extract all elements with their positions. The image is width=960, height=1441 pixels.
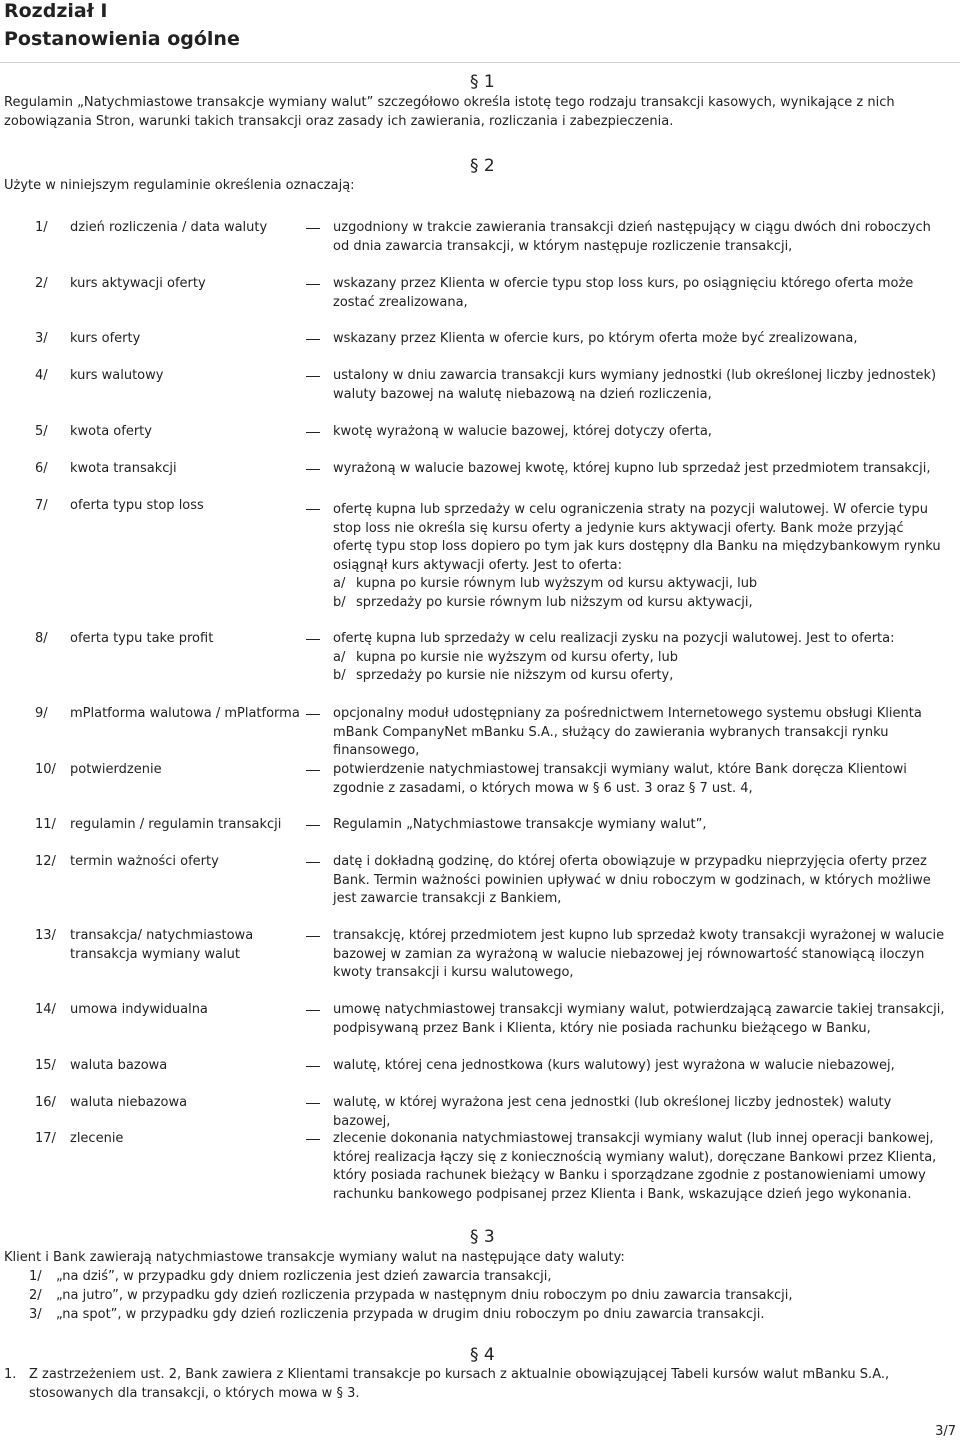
sub-item-a <box>333 575 945 594</box>
item-number: 17/ <box>35 1131 56 1146</box>
sub-text: kupna po kursie równym lub wyższym od kursu aktywacji, lub <box>356 576 758 591</box>
item-number: 3/ <box>35 331 48 346</box>
item-number: 2/ <box>29 1288 42 1303</box>
dash-separator <box>306 339 320 340</box>
dash-separator <box>306 509 320 510</box>
item-term: waluta niebazowa <box>70 1095 188 1110</box>
item-number: 8/ <box>35 631 48 646</box>
item-number: 10/ <box>35 762 56 777</box>
item-number: 6/ <box>35 461 48 476</box>
item-term: zlecenie <box>70 1131 124 1146</box>
item-definition: kwotę wyrażoną w walucie bazowej, której dotyczy oferta, <box>333 424 712 439</box>
item-number: 16/ <box>35 1095 56 1110</box>
dash-separator <box>306 228 320 229</box>
dash-separator <box>306 862 320 863</box>
item-term: termin ważności oferty <box>70 854 219 869</box>
item-number: 13/ <box>35 928 56 943</box>
date-option-3 <box>29 1306 765 1325</box>
date-option-1 <box>29 1268 552 1287</box>
sub-text: sprzedaży po kursie nie niższym od kursu oferty, <box>356 668 674 683</box>
item-term: kwota oferty <box>70 424 152 439</box>
section-3-intro: Klient i Bank zawierają natychmiastowe transakcje wymiany walut na następujące daty waluty: <box>4 1250 625 1265</box>
item-number: 9/ <box>35 706 48 721</box>
section-2-intro: Użyte w niniejszym regulaminie określenia oznaczają: <box>4 178 355 193</box>
item-number: 2/ <box>35 276 48 291</box>
item-number: 4/ <box>35 368 48 383</box>
item-term: waluta bazowa <box>70 1058 168 1073</box>
definition-text: ofertę kupna lub sprzedaży w celu realizacji zysku na pozycji walutowej. Jest to oferta: <box>333 631 895 646</box>
item-definition: transakcję, której przedmiotem jest kupno lub sprzedaż kwoty transakcji wyrażonej w walucie bazowej w zamian za wyrażoną w walucie niebazowej jej równowartość stanowiącą iloczyn kwoty transakcji i kursu walutowego, <box>333 928 945 980</box>
dash-separator <box>306 1139 320 1140</box>
item-definition: wskazany przez Klienta w ofercie kurs, po którym oferta może być zrealizowana, <box>333 331 858 346</box>
item-definition: zlecenie dokonania natychmiastowej transakcji wymiany walut (lub innej operacji bankowej, której realizacja łączy się z koniecznością wymiany walut), doręczane Bankowi przez Klienta, który posiada rachunek bieżący w Banku i sporządzane zgodnie z postanowieniami umowy rachunku bankowego podpisanej przez Klienta i Bank, wskazujące dzień jego wykonania. <box>333 1131 937 1202</box>
item-text: „na jutro”, w przypadku gdy dzień rozliczenia przypada w następnym dniu roboczym po dniu zawarcia transakcji, <box>56 1288 793 1303</box>
item-definition: uzgodniony w trakcie zawierania transakcji dzień następujący w ciągu dwóch dni roboczych od dnia zawarcia transakcji, w którym następuje rozliczenie transakcji, <box>333 220 931 254</box>
dash-separator <box>306 770 320 771</box>
section-4-number: 1. <box>4 1367 17 1382</box>
sub-letter: b/ <box>333 594 346 610</box>
item-number: 7/ <box>35 498 48 513</box>
item-number: 5/ <box>35 424 48 439</box>
item-number: 1/ <box>29 1269 42 1284</box>
sub-item-a <box>333 649 945 668</box>
date-option-2 <box>29 1287 793 1306</box>
item-definition: wyrażoną w walucie bazowej kwotę, której kupno lub sprzedaż jest przedmiotem transakcji, <box>333 461 931 476</box>
item-term: potwierdzenie <box>70 762 162 777</box>
item-term: regulamin / regulamin transakcji <box>70 817 282 832</box>
item-number: 12/ <box>35 854 56 869</box>
item-definition: ustalony w dniu zawarcia transakcji kurs wymiany jednostki (lub określonej liczby jednostek) waluty bazowej na walutę niebazową na dzień rozliczenia, <box>333 368 937 402</box>
item-definition: potwierdzenie natychmiastowej transakcji wymiany walut, które Bank doręcza Klientowi zgodnie z zasadami, o których mowa w § 6 ust. 3 oraz § 7 ust. 4, <box>333 762 907 796</box>
header-divider <box>0 62 960 63</box>
section-1-text: Regulamin „Natychmiastowe transakcje wymiany walut” szczegółowo określa istotę tego rodzaju transakcji kasowych, wynikające z nich zobowiązania Stron, warunki takich transakcji oraz zasady ich zawierania, rozliczania i zabezpieczenia. <box>4 95 895 129</box>
item-definition: opcjonalny moduł udostępniany za pośrednictwem Internetowego systemu obsługi Klienta mBank CompanyNet mBanku S.A., służący do zawierania wybranych transakcji rynku finansowego, <box>333 706 922 758</box>
item-term: mPlatforma walutowa / mPlatforma <box>70 706 300 721</box>
dash-separator <box>306 1066 320 1067</box>
item-number: 15/ <box>35 1058 56 1073</box>
item-term: oferta typu take profit <box>70 631 214 646</box>
section-4-sign: § 4 <box>470 1345 495 1365</box>
item-text: „na dziś”, w przypadku gdy dniem rozliczenia jest dzień zawarcia transakcji, <box>56 1269 552 1284</box>
item-number: 3/ <box>29 1307 42 1322</box>
page-number: 3/7 <box>935 1424 956 1439</box>
item-definition <box>333 501 945 612</box>
section-3-sign: § 3 <box>470 1227 495 1247</box>
sub-item-b <box>333 667 945 686</box>
sub-letter: a/ <box>333 576 346 591</box>
item-definition: Regulamin „Natychmiastowe transakcje wymiany walut”, <box>333 817 707 832</box>
section-2-sign: § 2 <box>470 156 495 176</box>
sub-letter: b/ <box>333 668 346 683</box>
item-term: dzień rozliczenia / data waluty <box>70 220 268 235</box>
dash-separator <box>306 714 320 715</box>
chapter-heading: Rozdział I <box>4 0 108 22</box>
item-text: „na spot”, w przypadku gdy dzień rozliczenia przypada w drugim dniu roboczym po dniu zawarcia transakcji. <box>56 1307 765 1322</box>
chapter-title: Postanowienia ogólne <box>4 28 240 50</box>
item-definition: wskazany przez Klienta w ofercie typu stop loss kurs, po osiągnięciu którego oferta może zostać zrealizowana, <box>333 276 914 310</box>
item-term: kurs oferty <box>70 331 141 346</box>
item-definition: datę i dokładną godzinę, do której oferta obowiązuje w przypadku nieprzyjęcia oferty przez Bank. Termin ważności powinien upływać w dniu roboczym w godzinach, w których możliwe jest zawarcie transakcji z Bankiem, <box>333 854 931 906</box>
item-definition: walutę, której cena jednostkowa (kurs walutowy) jest wyrażona w walucie niebazowej, <box>333 1058 895 1073</box>
dash-separator <box>306 639 320 640</box>
section-1-sign: § 1 <box>470 72 495 92</box>
item-definition: walutę, w której wyrażona jest cena jednostki (lub określonej liczby jednostek) waluty bazowej, <box>333 1095 892 1129</box>
item-term: kurs aktywacji oferty <box>70 276 206 291</box>
item-term: kwota transakcji <box>70 461 177 476</box>
dash-separator <box>306 825 320 826</box>
sub-text: sprzedaży po kursie równym lub niższym od kursu aktywacji, <box>356 594 753 610</box>
item-term: kurs walutowy <box>70 368 164 383</box>
dash-separator <box>306 376 320 377</box>
item-number: 14/ <box>35 1002 56 1017</box>
dash-separator <box>306 432 320 433</box>
item-definition: umowę natychmiastowej transakcji wymiany walut, potwierdzającą zawarcie takiej transakcji, podpisywaną przez Bank i Klienta, który nie posiada rachunku bieżącego w Banku, <box>333 1002 945 1036</box>
item-definition <box>333 630 945 686</box>
item-number: 11/ <box>35 817 56 832</box>
dash-separator <box>306 936 320 937</box>
sub-text: kupna po kursie nie wyższym od kursu oferty, lub <box>356 649 678 665</box>
dash-separator <box>306 1010 320 1011</box>
section-4-text: Z zastrzeżeniem ust. 2, Bank zawiera z Klientami transakcje po kursach z aktualnie obowiązującej Tabeli kursów walut mBanku S.A., stosowanych dla transakcji, o których mowa w § 3. <box>29 1367 890 1401</box>
item-number: 1/ <box>35 220 48 235</box>
dash-separator <box>306 1103 320 1104</box>
sub-letter: a/ <box>333 649 346 665</box>
dash-separator <box>306 469 320 470</box>
sub-item-b <box>333 594 945 613</box>
item-term: umowa indywidualna <box>70 1002 208 1017</box>
definition-text: ofertę kupna lub sprzedaży w celu ograniczenia straty na pozycji walutowej. W ofercie typu stop loss nie określa się kursu oferty a jedynie kurs aktywacji oferty. Bank może przyjąć ofertę typu stop loss dopiero po tym jak kurs dostępny dla Banku na międzybankowym rynku osiągnął kurs aktywacji oferty. Jest to oferta: <box>333 502 941 573</box>
item-term: oferta typu stop loss <box>70 498 204 513</box>
dash-separator <box>306 284 320 285</box>
item-term: transakcja/ natychmiastowa transakcja wymiany walut <box>70 928 254 962</box>
